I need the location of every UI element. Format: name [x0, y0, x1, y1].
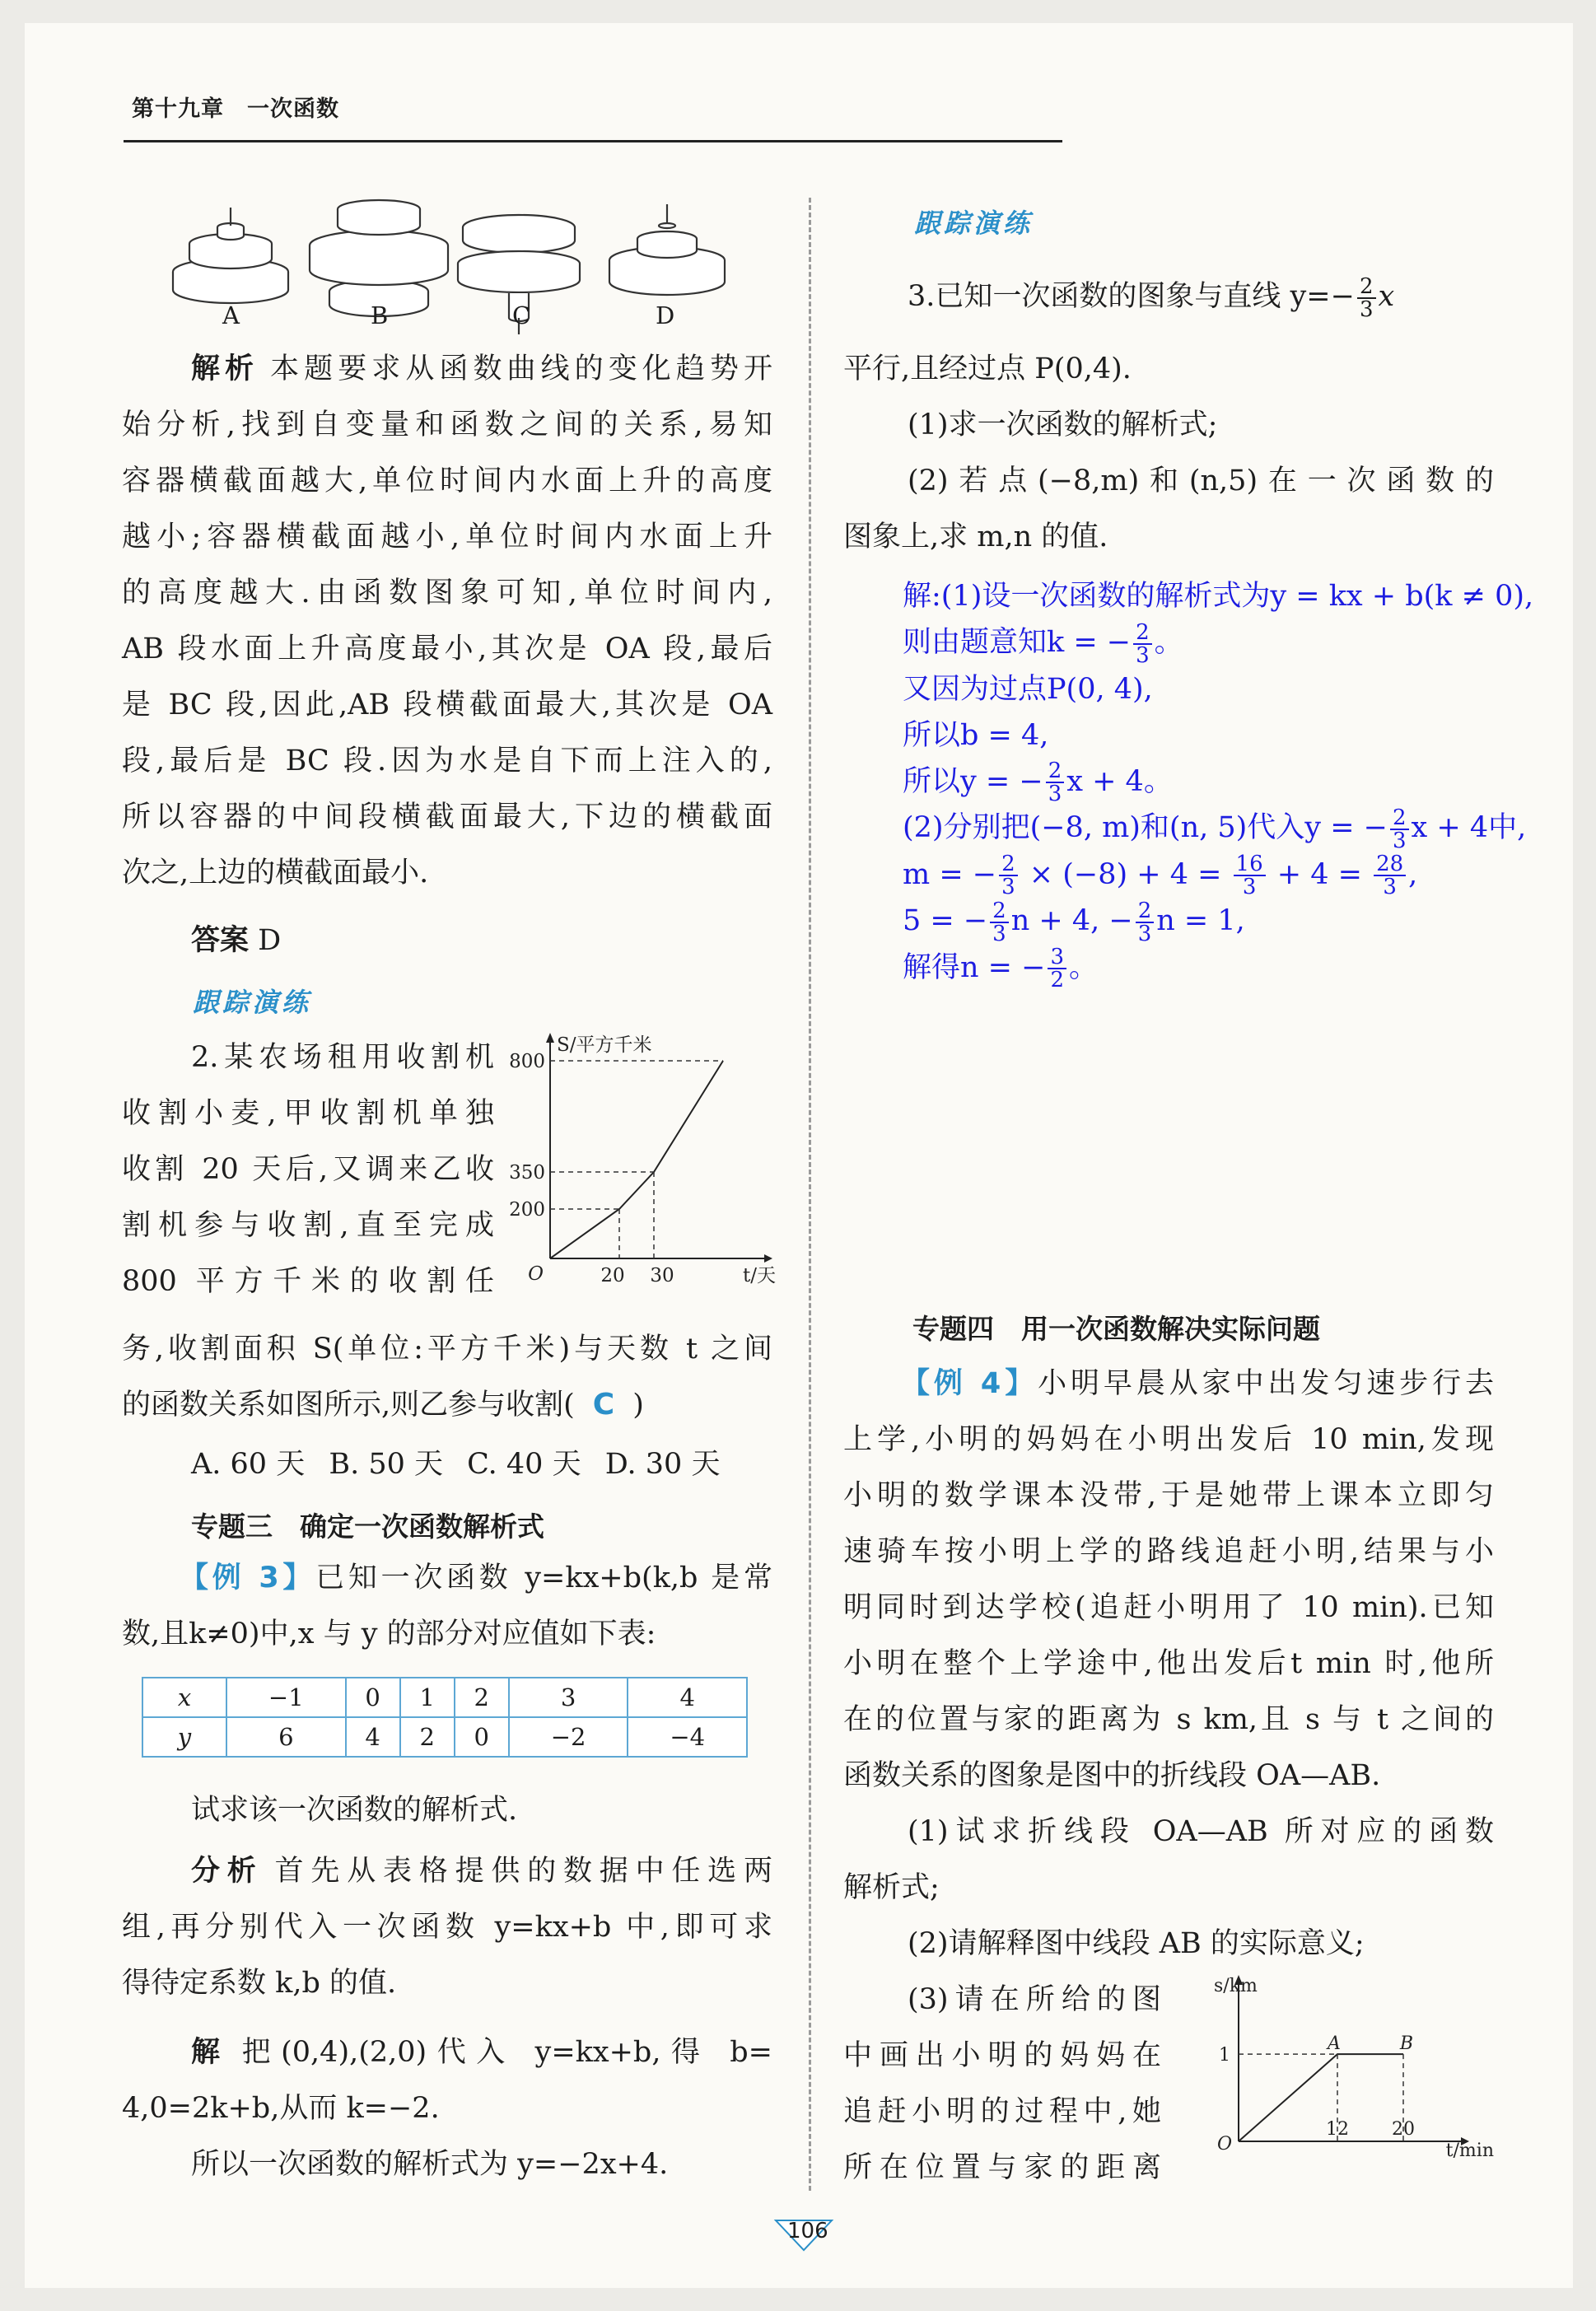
tracking-title-left: 跟踪演练: [193, 987, 312, 1018]
frac-den: 3: [1359, 296, 1374, 322]
frac-num: 2: [1357, 276, 1376, 299]
problem-2-line-text: 的函数关系如图所示,则乙参与收割(: [122, 1389, 575, 1422]
analysis-line: 本题要求从函数曲线的变化趋势开: [270, 352, 772, 385]
example-3-question: 试求该一次函数的解析式.: [191, 1794, 518, 1827]
solution-line: [903, 852, 1533, 899]
frac-num: 2: [1136, 900, 1155, 923]
solution-text: × (−8) + 4 =: [1020, 857, 1231, 891]
column-divider: [809, 198, 811, 2191]
example-4-line: 上学,小明的妈妈在小明出发后 10 min,发现: [843, 1423, 1494, 1456]
frac-den: 3: [1048, 782, 1062, 806]
bracket-close: ): [632, 1389, 644, 1422]
solution-text: + 4 =: [1267, 857, 1372, 891]
problem-3-line1: [908, 268, 1394, 324]
problem-2-text: [122, 1029, 494, 1310]
problem-2-line: 收割 20 天后,又调来乙收: [122, 1153, 494, 1186]
solution-line: 解:(1)设一次函数的解析式为y = kx + b(k ≠ 0),: [903, 580, 1534, 613]
problem-2-line: 割机参与收割,直至完成: [122, 1209, 494, 1242]
solution-3-line: 4,0=2k+b,从而 k=−2.: [122, 2092, 440, 2125]
solution-text: x + 4。: [1066, 764, 1173, 798]
table-cell: 6: [226, 1717, 346, 1757]
fraction: [1046, 760, 1065, 805]
table-cell: 0: [346, 1678, 400, 1717]
solution-text: 所以y = −: [903, 764, 1043, 798]
container-a: [173, 208, 288, 303]
frac-den: 3: [1242, 875, 1257, 899]
solution-3-line: 所以一次函数的解析式为 y=−2x+4.: [191, 2148, 669, 2181]
solution-line: [903, 619, 1533, 666]
example-3-line: 数,且k≠0)中,x 与 y 的部分对应值如下表:: [122, 1618, 656, 1650]
frac-num: 2: [1133, 622, 1152, 645]
fraction: [999, 853, 1018, 898]
analysis-line: 段,最后是 BC 段.因为水是自下而上注入的,: [122, 745, 772, 777]
example-4-line: 所在位置与家的距离: [843, 2151, 1161, 2184]
frac-den: 3: [1392, 828, 1407, 853]
analysis-line: 次之,上边的横截面最小.: [122, 857, 429, 889]
answer-1: [191, 913, 281, 969]
y-tick-label: 1: [1219, 2045, 1230, 2066]
handwritten-solution: [903, 573, 1533, 991]
frac-den: 3: [1001, 875, 1015, 899]
problem-2-continued: [122, 1321, 772, 1433]
solution-line: [903, 945, 1533, 992]
origin-label: O: [1216, 2134, 1232, 2155]
analysis-label: 解析: [191, 352, 259, 385]
problem-2-line-text: 2.某农场租用收割机: [191, 1041, 494, 1074]
frac-den: 3: [1137, 921, 1152, 946]
solution-label-3: 解: [191, 2036, 231, 2069]
topic-4-title: 专题四 用一次函数解决实际问题: [912, 1313, 1320, 1345]
x-tick-label: 20: [600, 1265, 625, 1286]
problem-2-line: 务,收割面积 S(单位:平方千米)与天数 t 之间: [122, 1333, 772, 1366]
label-a: A: [222, 301, 240, 329]
solution-text: 5 = −: [903, 904, 988, 937]
table-cell: 3: [509, 1678, 628, 1717]
problem-2-options: [191, 1436, 720, 1492]
solution-line: 又因为过点P(0, 4),: [903, 672, 1153, 706]
frac-num: 2: [1390, 807, 1409, 830]
example-3-solution: [122, 2024, 772, 2192]
example-4-line: (2)请解释图中线段 AB 的实际意义;: [908, 1927, 1365, 1960]
analysis-paragraph: [122, 341, 772, 901]
frac-den: 3: [1383, 875, 1397, 899]
analysis-3-line: 组,再分别代入一次函数 y=kx+b 中,即可求: [122, 1911, 772, 1944]
table-cell: 0: [455, 1717, 509, 1757]
solution-text: 解得n = −: [903, 950, 1046, 984]
example-4-line: (1)试求折线段 OA—AB 所对应的函数: [908, 1815, 1494, 1848]
table-cell: −1: [226, 1678, 346, 1717]
y-axis-label: S/平方千米: [557, 1034, 652, 1056]
fraction: [990, 900, 1009, 945]
example-3-text: [122, 1550, 772, 1662]
label-d: D: [656, 301, 675, 329]
option-d: D. 30 天: [604, 1448, 721, 1481]
problem-3-line: (1)求一次函数的解析式;: [908, 409, 1218, 441]
y-axis-label: s/km: [1214, 1976, 1258, 1996]
chapter-header: 第十九章 一次函数: [132, 96, 339, 122]
point-label-b: B: [1399, 2033, 1414, 2055]
x-axis-label: t/天: [743, 1265, 776, 1286]
example-4-line: 追赶小明的过程中,她: [843, 2095, 1161, 2128]
container-d: [609, 204, 725, 295]
series-line: [550, 1061, 723, 1258]
fraction: [1357, 273, 1376, 322]
fraction: [1136, 900, 1155, 945]
solution-line: [903, 898, 1533, 945]
table-row: [142, 1678, 747, 1717]
problem-2-line: 800 平方千米的收割任: [122, 1265, 494, 1298]
example-3-analysis: [122, 1843, 772, 2011]
point-label-a: A: [1328, 2033, 1341, 2055]
frac-den: 3: [1136, 642, 1150, 668]
solution-line: [903, 759, 1533, 805]
x-tick-label: 20: [1392, 2119, 1415, 2140]
y-tick-label: 350: [509, 1162, 545, 1184]
option-c: C. 40 天: [467, 1448, 581, 1481]
x-tick-label: 12: [1326, 2119, 1349, 2140]
analysis-line: 所以容器的中间段横截面最大,下边的横截面: [122, 801, 772, 833]
frac-num: 2: [1046, 760, 1065, 783]
solution-text: ,: [1408, 857, 1418, 891]
example-4-line: 明同时到达学校(追赶小明用了 10 min).已知: [843, 1591, 1494, 1624]
example-4-line: 小明的数学课本没带,于是她带上课本立即匀: [843, 1479, 1494, 1512]
example-4-line: [843, 1356, 1494, 1412]
distance-chart: [1178, 1972, 1507, 2178]
y-tick-label: 800: [509, 1051, 545, 1072]
values-table: [142, 1677, 748, 1758]
analysis-line: 越小;容器横截面越小,单位时间内水面上升: [122, 521, 772, 553]
frac-den: 2: [1050, 968, 1064, 992]
solution-text: 则由题意知k = −: [903, 626, 1132, 659]
example-4-line: 解析式;: [843, 1871, 940, 1904]
example-4-line: (3)请在所给的图: [908, 1983, 1161, 2016]
example-4-line: 在的位置与家的距离为 s km,且 s 与 t 之间的: [843, 1703, 1494, 1736]
frac-den: 3: [992, 921, 1006, 946]
example-4-line-text: 小明早晨从家中出发匀速步行去: [1038, 1367, 1494, 1400]
x-axis-arrow: [764, 1254, 772, 1263]
solution-text: n = 1,: [1156, 904, 1245, 937]
frac-num: 2: [999, 853, 1018, 876]
frac-num: 28: [1374, 853, 1406, 876]
origin-label: O: [528, 1263, 544, 1285]
series-line: [1239, 2054, 1403, 2141]
x-axis-label: t/min: [1445, 2141, 1494, 2161]
solution-text: x + 4中,: [1411, 811, 1527, 844]
example-4-text: [843, 1356, 1494, 1972]
example-4-line: 中画出小明的妈妈在: [843, 2039, 1161, 2072]
table-cell: 1: [400, 1678, 455, 1717]
analysis-3-line: 得待定系数 k,b 的值.: [122, 1967, 397, 2000]
example-4-tag: 【例 4】: [901, 1367, 1038, 1400]
problem-3-text: [843, 341, 1494, 565]
table-cell: 2: [400, 1717, 455, 1757]
answer-value: D: [258, 924, 282, 957]
frac-num: 16: [1234, 853, 1266, 876]
table-cell: 4: [628, 1678, 747, 1717]
header-rule: [124, 140, 1062, 142]
solution-text: n + 4, −: [1010, 904, 1133, 937]
example-4-q3: [843, 1972, 1161, 2196]
answer-label: 答案: [191, 924, 250, 957]
analysis-line: 容器横截面越大,单位时间内水面上升的高度: [122, 465, 772, 497]
solution-3-line: 把(0,4),(2,0)代入 y=kx+b,得 b=: [241, 2036, 772, 2069]
container-b: [310, 200, 448, 316]
table-row: [142, 1717, 747, 1757]
problem-2-line: [122, 1029, 494, 1085]
solution-line: [903, 805, 1533, 852]
problem-3-suffix: x: [1378, 280, 1395, 313]
analysis-3-line: 首先从表格提供的数据中任选两: [274, 1855, 772, 1888]
handwritten-answer-2: C: [592, 1388, 615, 1422]
option-a: A. 60 天: [191, 1448, 306, 1481]
tracking-title-right: 跟踪演练: [914, 208, 1034, 239]
option-b: B. 50 天: [329, 1448, 443, 1481]
problem-2-line: 收割小麦,甲收割机单独: [122, 1097, 494, 1130]
analysis-line: AB 段水面上升高度最小,其次是 OA 段,最后: [122, 633, 772, 665]
fraction: [1234, 853, 1266, 898]
table-cell: y: [142, 1717, 226, 1757]
problem-3-line: 平行,且经过点 P(0,4).: [843, 352, 1132, 385]
analysis-line: 的高度越大.由函数图象可知,单位时间内,: [122, 577, 772, 609]
page-number: 106: [787, 2219, 828, 2243]
example-3-tag: 【例 3】: [180, 1562, 316, 1594]
analysis-line: 是 BC 段,因此,AB 段横截面最大,其次是 OA: [122, 689, 772, 721]
frac-num: 2: [990, 900, 1009, 923]
fraction: [1374, 853, 1406, 898]
table-cell: 2: [455, 1678, 509, 1717]
fraction: [1133, 619, 1152, 668]
example-3-line-text: 已知一次函数 y=kx+b(k,b 是常: [315, 1562, 772, 1594]
solution-text: 。: [1154, 626, 1183, 659]
solution-text: (2)分别把(−8, m)和(n, 5)代入y = −: [903, 811, 1388, 844]
table-cell: x: [142, 1678, 226, 1717]
label-b: B: [371, 301, 389, 329]
problem-3-prefix: 3.已知一次函数的图象与直线 y=−: [908, 280, 1355, 313]
frac-num: 3: [1048, 946, 1066, 969]
problem-2-line: [122, 1377, 772, 1433]
table-cell: −2: [509, 1717, 628, 1757]
table-cell: −4: [628, 1717, 747, 1757]
solution-text: m = −: [903, 857, 997, 891]
solution-text: 。: [1069, 950, 1099, 984]
fraction: [1048, 946, 1066, 991]
problem-3-line: 图象上,求 m,n 的值.: [843, 521, 1108, 553]
example-4-line: 函数关系的图象是图中的折线段 OA—AB.: [843, 1759, 1381, 1792]
x-tick-label: 30: [650, 1265, 674, 1286]
example-3-line: [122, 1550, 772, 1606]
table-cell: 4: [346, 1717, 400, 1757]
solution-line: 所以b = 4,: [903, 718, 1049, 752]
fraction: [1390, 807, 1409, 852]
y-axis-arrow: [546, 1033, 554, 1043]
analysis-label-3: 分析: [191, 1855, 264, 1888]
topic-3-title: 专题三 确定一次函数解析式: [191, 1510, 544, 1543]
example-4-line: 小明在整个上学途中,他出发后t min 时,他所: [843, 1647, 1494, 1680]
example-4-line: 速骑车按小明上学的路线追赶小明,结果与小: [843, 1535, 1494, 1568]
harvest-chart: [497, 1029, 777, 1301]
analysis-line: 始分析,找到自变量和函数之间的关系,易知: [122, 409, 772, 441]
label-c: C: [512, 301, 531, 329]
y-tick-label: 200: [509, 1199, 545, 1221]
problem-3-line: (2)若点(−8,m)和(n,5)在一次函数的: [908, 465, 1494, 497]
